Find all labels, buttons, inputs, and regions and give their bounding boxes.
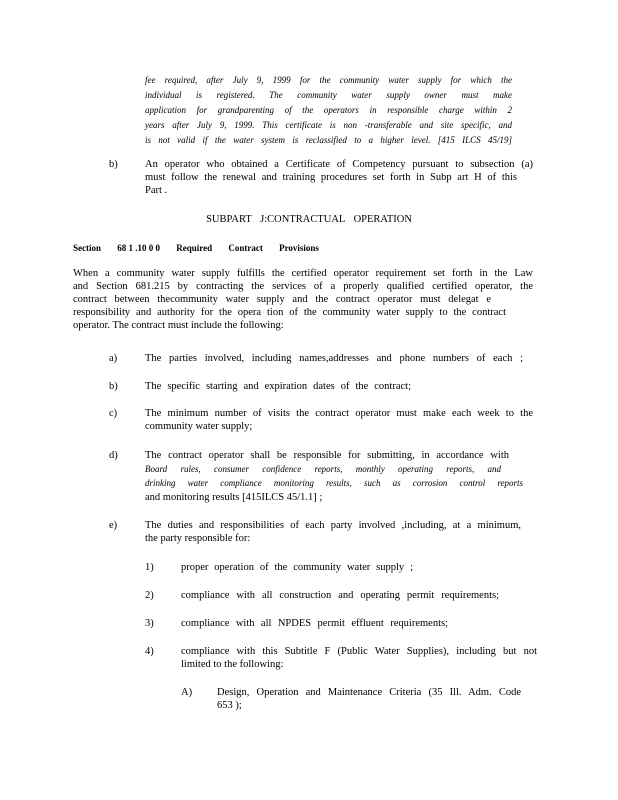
text-line: the party responsible for: xyxy=(145,533,251,544)
text-line: limited to the following: xyxy=(181,659,284,670)
text-line: Part . xyxy=(145,185,168,196)
text-line: fee required, after July 9, 1999 for the community water supply for which the xyxy=(145,75,512,85)
text-line: 653 ); xyxy=(217,700,242,711)
item-number: b) xyxy=(109,381,118,392)
text-line: When a community water supply fulfills the certified operator requirement set forth in the Law xyxy=(73,268,533,279)
section-title-word: Required xyxy=(176,243,213,253)
subitem-number: 3) xyxy=(145,618,154,629)
subsubitem-a-text xyxy=(217,686,521,712)
text-line: The specific starting and expiration dates of the contract; xyxy=(145,381,411,392)
text-line: Board rules, consumer confidence reports, monthly operating reports, and xyxy=(145,464,501,474)
text-line: and monitoring results [415ILCS 45/1.1] ; xyxy=(145,492,323,503)
subpart-heading: SUBPART J:CONTRACTUAL OPERATION xyxy=(206,214,412,225)
section-label: Section xyxy=(73,243,101,253)
text-line: The duties and responsibilities of each party involved ,including, at a minimum, xyxy=(145,520,521,531)
text-line: is not valid if the water system is reclassified to a higher level. [415 ILCS 45/19] xyxy=(145,135,512,145)
text-line: and Section 681.215 by contracting the services of a properly qualified certified operator, the xyxy=(73,281,533,292)
section-title-word: Contract xyxy=(228,243,263,253)
section-number: 68 1 .10 0 0 xyxy=(117,243,160,253)
subitem-number: 2) xyxy=(145,590,154,601)
text-line: years after July 9, 1999. This certificate is non -transferable and site specific, and xyxy=(145,120,512,130)
text-line: compliance with all construction and operating permit requirements; xyxy=(181,590,499,601)
subitem-4-text xyxy=(181,645,537,671)
section-title-word: Provisions xyxy=(279,243,319,253)
text-line: An operator who obtained a Certificate of Competency pursuant to subsection (a) xyxy=(145,159,533,170)
text-line: responsibility and authority for the opera tion of the community water supply to the contract xyxy=(73,307,506,318)
subitem-1-text xyxy=(181,561,413,574)
text-line: Design, Operation and Maintenance Criteria (35 Ill. Adm. Code xyxy=(217,687,521,698)
subitem-2-text xyxy=(181,589,499,602)
item-number: d) xyxy=(109,450,118,461)
item-e-text xyxy=(145,519,521,545)
text-line: compliance with all NPDES permit effluent requirements; xyxy=(181,618,448,629)
text-line: individual is registered. The community water supply owner must make xyxy=(145,90,512,100)
text-line: contract between thecommunity water supply and the contract operator must delegat e xyxy=(73,294,491,305)
text-line: proper operation of the community water supply ; xyxy=(181,562,413,573)
item-b-text xyxy=(145,158,533,197)
item-number: b) xyxy=(109,159,118,170)
text-line: drinking water compliance monitoring results, such as corrosion control reports xyxy=(145,478,523,488)
item-c-text xyxy=(145,407,533,433)
text-line: community water supply; xyxy=(145,421,253,432)
item-a-text xyxy=(145,352,523,365)
text-line: The parties involved, including names,addresses and phone numbers of each ; xyxy=(145,353,523,364)
text-line: The contract operator shall be responsible for submitting, in accordance with xyxy=(145,450,509,461)
section-heading xyxy=(73,242,333,255)
subitem-number: 4) xyxy=(145,646,154,657)
item-number: a) xyxy=(109,353,118,364)
text-line: compliance with this Subtitle F (Public Water Supplies), including but not xyxy=(181,646,537,657)
item-number: c) xyxy=(109,408,118,419)
subitem-3-text xyxy=(181,617,448,630)
text-line: operator. The contract must include the following: xyxy=(73,320,284,331)
item-b-text xyxy=(145,380,411,393)
subitem-number: 1) xyxy=(145,562,154,573)
subsubitem-number: A) xyxy=(181,687,193,698)
item-d-text xyxy=(145,449,523,504)
text-line: application for grandparenting of the operators in responsible charge within 2 xyxy=(145,105,512,115)
item-number: e) xyxy=(109,520,118,531)
intro-paragraph xyxy=(73,267,533,332)
text-line: The minimum number of visits the contract operator must make each week to the xyxy=(145,408,533,419)
text-line: must follow the renewal and training procedures set forth in Subp art H of this xyxy=(145,172,517,183)
top-paragraph xyxy=(145,74,512,147)
